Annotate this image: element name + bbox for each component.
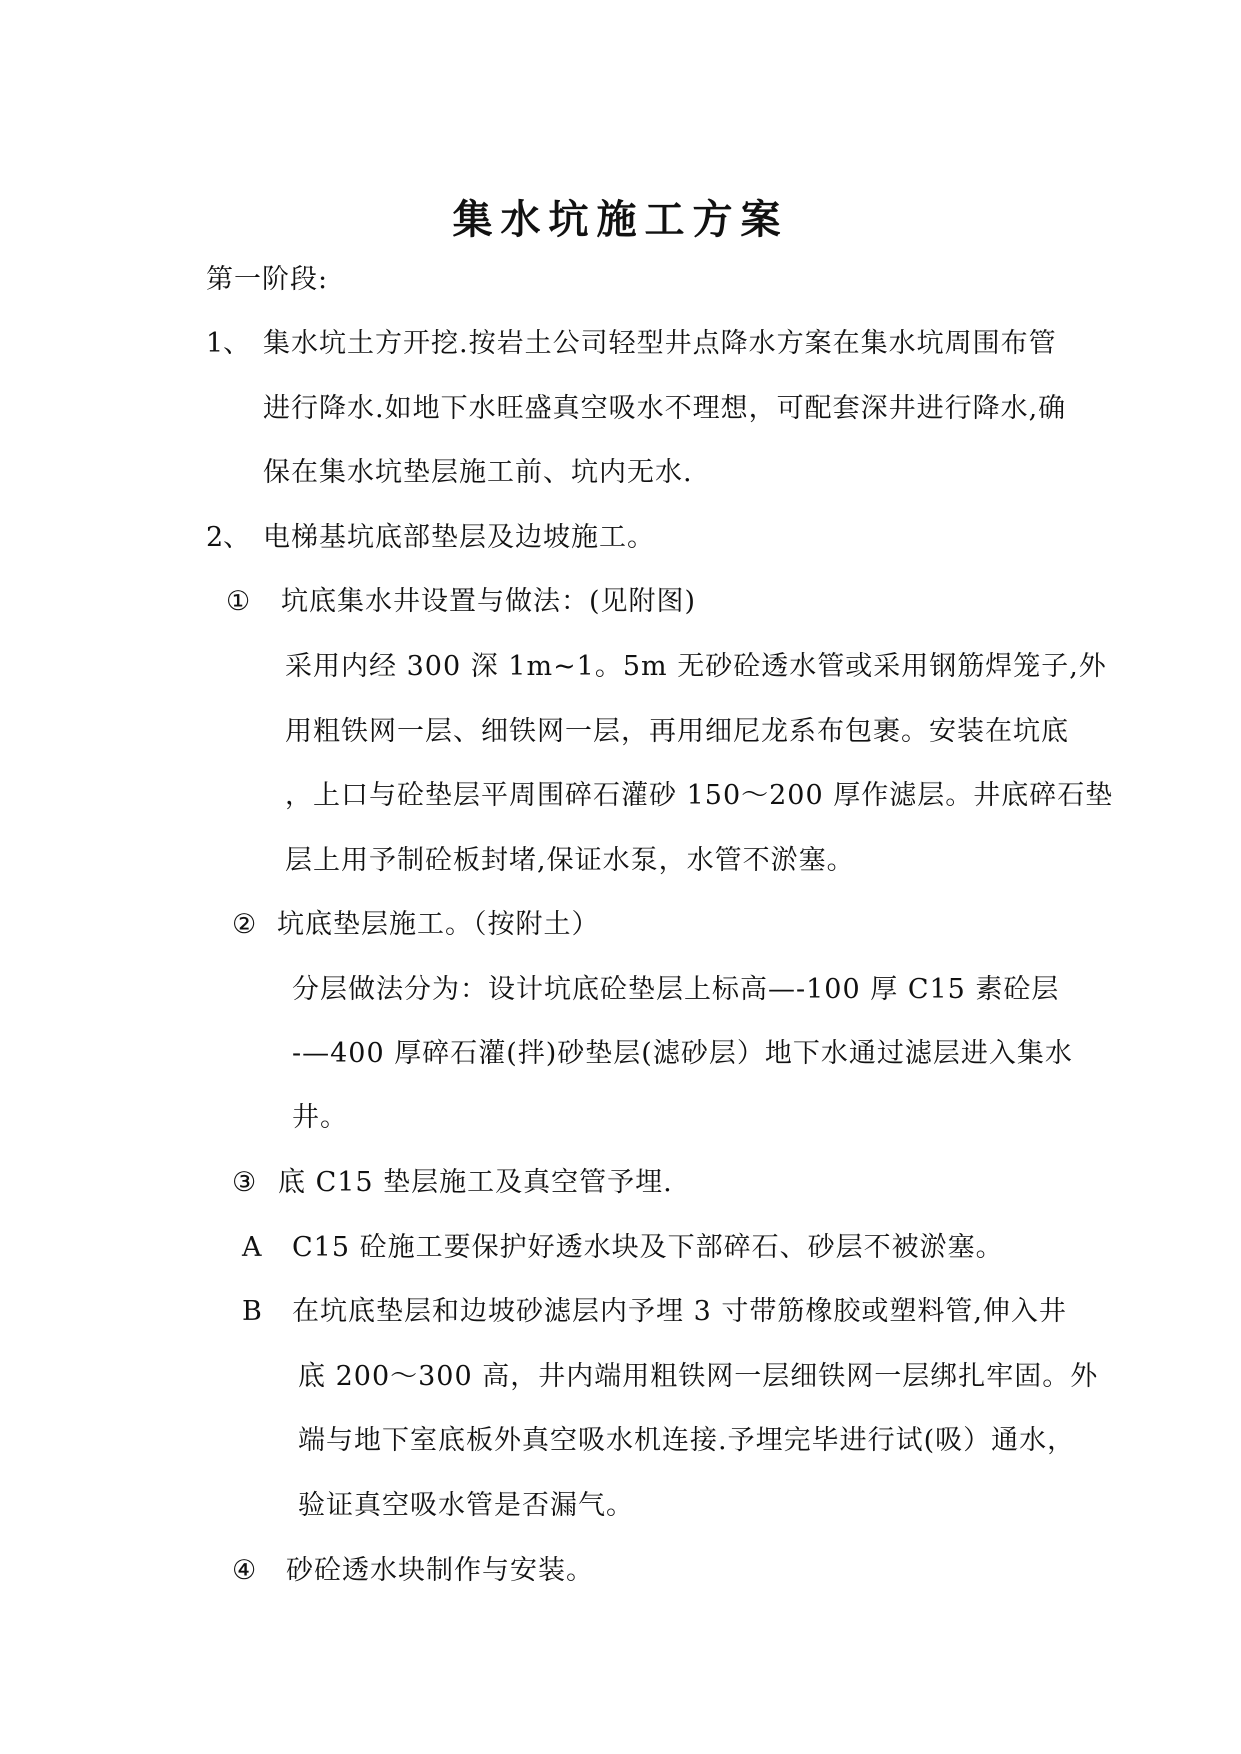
sub-2-line: -—400 厚碎石灌(拌)砂垫层(滤砂层）地下水通过滤层进入集水	[292, 1038, 1073, 1069]
point-b-line: 在坑底垫层和边坡砂滤层内予埋 3 寸带筋橡胶或塑料管,伸入井	[292, 1296, 1067, 1327]
sub-3-marker: ③	[232, 1167, 257, 1198]
point-b-line: 端与地下室底板外真空吸水机连接.予埋完毕进行试(吸）通水，	[298, 1425, 1076, 1456]
sub-3-heading: 底 C15 垫层施工及真空管予埋.	[278, 1167, 673, 1198]
point-a-text: C15 砼施工要保护好透水块及下部碎石、砂层不被淤塞。	[292, 1232, 1004, 1263]
point-a-marker: A	[242, 1232, 262, 1263]
item-1-number: 1、	[206, 328, 251, 359]
item-2-number: 2、	[206, 522, 251, 553]
sub-1-heading: 坑底集水井设置与做法：(见附图)	[281, 586, 697, 617]
sub-1-line: 采用内经 300 深 1m~1。5m 无砂砼透水管或采用钢筋焊笼子,外	[285, 651, 1107, 682]
item-2-text: 电梯基坑底部垫层及边坡施工。	[263, 522, 655, 553]
sub-1-marker: ①	[226, 586, 251, 617]
sub-1-line: 层上用予制砼板封堵,保证水泵，水管不淤塞。	[285, 845, 855, 876]
point-b-line: 底 200～300 高，井内端用粗铁网一层细铁网一层绑扎牢固。外	[298, 1361, 1099, 1392]
sub-2-line: 分层做法分为：设计坑底砼垫层上标高—-100 厚 C15 素砼层	[292, 974, 1060, 1005]
sub-2-heading: 坑底垫层施工。（按附土）	[277, 909, 600, 940]
stage-heading: 第一阶段:	[206, 264, 329, 295]
sub-4-heading: 砂砼透水块制作与安装。	[286, 1555, 594, 1586]
point-b-line: 验证真空吸水管是否漏气。	[298, 1490, 634, 1521]
sub-1-line: 用粗铁网一层、细铁网一层，再用细尼龙系布包裹。安装在坑底	[285, 716, 1069, 747]
item-1-line: 集水坑土方开挖.按岩土公司轻型井点降水方案在集水坑周围布管	[263, 328, 1057, 359]
sub-4-marker: ④	[232, 1555, 257, 1586]
item-1-line: 进行降水.如地下水旺盛真空吸水不理想，可配套深井进行降水,确	[263, 393, 1067, 424]
point-b-marker: B	[242, 1296, 262, 1327]
sub-1-line: ，上口与砼垫层平周围碎石灌砂 150～200 厚作滤层。井底碎石垫	[285, 780, 1114, 811]
sub-2-line: 井。	[292, 1102, 348, 1133]
sub-2-marker: ②	[232, 909, 257, 940]
document-title: 集水坑施工方案	[452, 196, 789, 243]
item-1-line: 保在集水坑垫层施工前、坑内无水.	[263, 457, 693, 488]
